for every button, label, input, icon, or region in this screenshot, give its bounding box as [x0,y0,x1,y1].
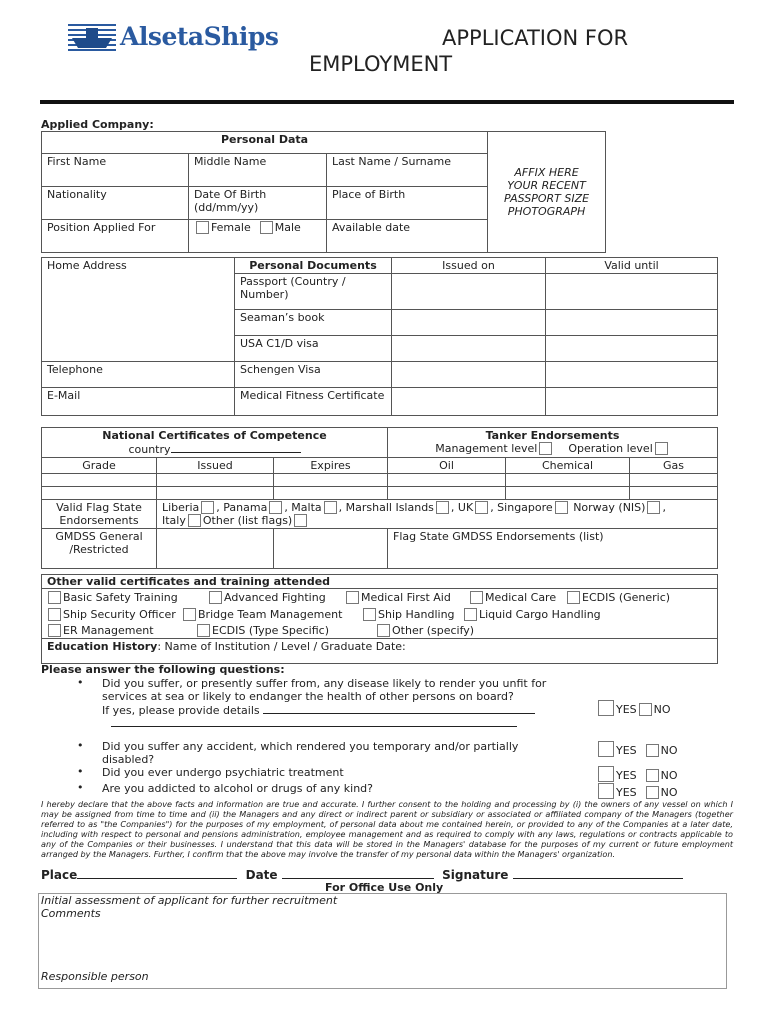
sso-item [46,608,176,621]
passport-valid[interactable] [546,274,718,310]
flag-norway-checkbox[interactable] [647,501,660,514]
issued-cell[interactable] [157,487,274,500]
usa-visa-label: USA C1/D visa [235,336,392,362]
q1-line2: services at sea or likely to endanger the health of other persons on board? [102,690,514,703]
gas-header: Gas [630,458,718,474]
documents-table [41,257,718,416]
applied-company-label: Applied Company: [41,118,154,131]
flag-malta-checkbox[interactable] [324,501,337,514]
gender-field [188,220,326,253]
advanced-fighting-checkbox[interactable] [209,591,222,604]
ecdis-generic-checkbox[interactable] [567,591,580,604]
oil-header: Oil [388,458,506,474]
q2-no-checkbox[interactable] [646,744,659,757]
photo-line4: PHOTOGRAPH [507,205,586,218]
sso-checkbox[interactable] [48,608,61,621]
issued-header: Issued [157,458,274,474]
nationality-field[interactable]: Nationality [42,187,189,220]
flag-marshall-label: , Marshall Islands [338,501,434,514]
male-label: Male [274,221,301,234]
schengen-valid[interactable] [546,362,718,388]
q4-yes-checkbox[interactable] [598,783,614,799]
gas-cell[interactable] [630,487,718,500]
operation-level-checkbox[interactable] [655,442,668,455]
operation-level-label: Operation level [568,442,653,455]
issued-on-header: Issued on [392,258,546,274]
education-text: : Name of Institution / Level / Graduate Date: [157,640,406,653]
q1-yes-label: YES [616,703,637,716]
medical-label: Medical Fitness Certificate [235,388,392,416]
seamans-book-valid[interactable] [546,310,718,336]
photo-line2: YOUR RECENT [507,179,586,192]
ecdis-type-label: ECDIS (Type Specific) [212,624,329,637]
management-level-label: Management level [435,442,538,455]
last-name-field[interactable]: Last Name / Surname [326,154,487,187]
q2-yes-checkbox[interactable] [598,741,614,757]
country-label: country [128,443,171,456]
q1-yes-checkbox[interactable] [598,700,614,716]
flag-state-label: Valid Flag State Endorsements [42,500,157,529]
basic-safety-label: Basic Safety Training [63,591,178,604]
q2-no-label: NO [660,744,678,757]
ecdis-generic-item [565,591,670,604]
other-certs-title: Other valid certificates and training attended [47,575,331,588]
female-checkbox[interactable] [196,221,209,234]
expires-cell[interactable] [274,474,388,487]
flag-state-options [157,500,718,529]
certificates-table [41,427,718,569]
schengen-issued[interactable] [392,362,546,388]
flag-uk-label: , UK [450,501,474,514]
expires-header: Expires [274,458,388,474]
flag-gmdss-label[interactable]: Flag State GMDSS Endorsements (list) [388,529,718,569]
seamans-book-label: Seaman’s book [235,310,392,336]
national-cert-title: National Certificates of Competence [102,429,327,442]
ecdis-generic-label: ECDIS (Generic) [582,591,671,604]
btm-label: Bridge Team Management [198,608,343,621]
grade-header: Grade [42,458,157,474]
seamans-book-issued[interactable] [392,310,546,336]
header-rule [40,100,734,104]
btm-item [181,608,342,621]
q1-no-checkbox[interactable] [639,703,652,716]
logo-text: AlsetaShips [120,22,279,51]
flag-liberia-label: Liberia [162,501,200,514]
date-label: Date [245,868,278,882]
medical-care-item [468,591,556,604]
oil-cell[interactable] [388,487,506,500]
medical-care-label: Medical Care [485,591,557,604]
other-certs-row1 [46,591,178,604]
q3-yes-checkbox[interactable] [598,766,614,782]
grade-cell[interactable] [42,474,157,487]
flag-norway-label: Norway (NIS) [573,501,646,514]
grade-cell[interactable] [42,487,157,500]
chemical-cell[interactable] [506,474,630,487]
passport-label: Passport (Country / Number) [235,274,392,310]
advanced-fighting-label: Advanced Fighting [224,591,326,604]
q2-yes-label: YES [616,744,637,757]
flag-italy-label: Italy [162,514,186,527]
basic-safety-checkbox[interactable] [48,591,61,604]
liquid-cargo-label: Liquid Cargo Handling [479,608,601,621]
q2-line2: disabled? [102,753,155,766]
tanker-header [388,428,718,458]
national-cert-header [42,428,388,458]
q1-line1: Did you suffer, or presently suffer from, any disease likely to render you unfit for [102,677,547,690]
q4-no-checkbox[interactable] [646,786,659,799]
ecdis-type-checkbox[interactable] [197,624,210,637]
female-label: Female [210,221,251,234]
flag-panama-checkbox[interactable] [269,501,282,514]
q4-yes-label: YES [616,786,637,799]
medical-valid[interactable] [546,388,718,416]
home-address-field[interactable]: Home Address [42,258,235,362]
er-management-label: ER Management [63,624,154,637]
liquid-cargo-item [462,608,601,621]
valid-until-header: Valid until [546,258,718,274]
signature-label: Signature [442,868,509,882]
tanker-title: Tanker Endorsements [485,429,620,442]
bullet: • [77,739,84,752]
office-line1: Initial assessment of applicant for further recruitment [41,894,338,907]
gmdss-expires[interactable] [274,529,388,569]
place-of-birth-field[interactable]: Place of Birth [326,187,487,220]
schengen-label: Schengen Visa [235,362,392,388]
first-aid-label: Medical First Aid [361,591,451,604]
bullet: • [77,765,84,778]
er-management-checkbox[interactable] [48,624,61,637]
telephone-field[interactable]: Telephone [42,362,235,388]
photo-line3: PASSPORT SIZE [504,192,590,205]
other-certs-title-rule [41,588,718,589]
ship-logo-icon [66,20,118,54]
education-history[interactable] [47,640,406,653]
q3-yes-no [596,766,678,782]
dob-field[interactable]: Date Of Birth (dd/mm/yy) [188,187,326,220]
other-specify-checkbox[interactable] [377,624,390,637]
flag-other-label: Other (list flags) [202,514,293,527]
logo [66,20,281,56]
flag-uk-checkbox[interactable] [475,501,488,514]
gas-cell[interactable] [630,474,718,487]
q1-line3 [102,703,535,717]
place-label: Place [41,868,78,882]
chemical-header: Chemical [506,458,630,474]
bullet: • [77,676,84,689]
office-responsible: Responsible person [41,970,149,983]
country-line[interactable] [171,442,301,453]
flag-comma: , [662,501,666,514]
advanced-fighting-item [207,591,326,604]
office-use-title: For Office Use Only [325,881,444,894]
first-aid-checkbox[interactable] [346,591,359,604]
q3-no-label: NO [660,769,678,782]
passport-issued[interactable] [392,274,546,310]
signature-line[interactable] [513,868,683,879]
personal-documents-title: Personal Documents [235,258,392,274]
flag-italy-checkbox[interactable] [188,514,201,527]
ship-handling-item [361,608,455,621]
q1-yes-no [596,700,671,716]
position-field[interactable]: Position Applied For [42,220,189,253]
liquid-cargo-checkbox[interactable] [464,608,477,621]
issued-cell[interactable] [157,474,274,487]
bullet: • [77,781,84,794]
personal-data-title: Personal Data [42,132,488,154]
flag-other-checkbox[interactable] [294,514,307,527]
q1-details-line[interactable] [263,703,535,714]
declaration-text: I hereby declare that the above facts and information are true and accurate. I further consent to the holding and processing by (i) the owners of any vessel on which I may be assigned from time to time and (ii) the Managers and any direct or indirect parent or subsidiary or associated or affiliated company of the Managers (together referred to as "the Companies") for the purposes of my employment, of personal data about me contained herein, or provided to any of the Companies at a later date, including with respect to personal and pensions administration, employee management and as required to comply with any laws, regulations or contracts applicable to any of the Companies or their businesses. I understand that this data will be stored in the Managers' database for the purposes of my current or future employment arranged by the Managers. Further, I confirm that the above may involve the transfer of my personal data within the Managers' organization. [41,799,733,859]
management-level-checkbox[interactable] [539,442,552,455]
sso-label: Ship Security Officer [63,608,176,621]
education-rule [41,638,718,639]
ecdis-type-item [195,624,329,637]
usa-visa-issued[interactable] [392,336,546,362]
first-aid-item [344,591,451,604]
btm-checkbox[interactable] [183,608,196,621]
personal-data-table [41,131,606,253]
flag-liberia-checkbox[interactable] [201,501,214,514]
q2-yes-no [596,741,678,757]
education-label: Education History [47,640,158,653]
signature-row [41,868,683,882]
ship-handling-label: Ship Handling [378,608,455,621]
flag-singapore-label: , Singapore [490,501,553,514]
ship-handling-checkbox[interactable] [363,608,376,621]
medical-care-checkbox[interactable] [470,591,483,604]
chemical-cell[interactable] [506,487,630,500]
q2-line1: Did you suffer any accident, which rendered you temporary and/or partially [102,740,519,753]
q1-details-line2[interactable] [111,725,517,727]
gmdss-label: GMDSS General /Restricted [42,529,157,569]
q3-yes-label: YES [616,769,637,782]
q4: Are you addicted to alcohol or drugs of any kind? [102,782,373,795]
flag-singapore-checkbox[interactable] [555,501,568,514]
middle-name-field[interactable]: Middle Name [188,154,326,187]
expires-cell[interactable] [274,487,388,500]
q3: Did you ever undergo psychiatric treatment [102,766,344,779]
available-date-field[interactable]: Available date [326,220,487,253]
flag-panama-label: , Panama [216,501,268,514]
date-line[interactable] [282,868,434,879]
place-line[interactable] [77,868,237,879]
q1-no-label: NO [653,703,671,716]
q3-no-checkbox[interactable] [646,769,659,782]
page-title-line2: EMPLOYMENT [309,52,453,76]
photo-line1: AFFIX HERE [514,166,579,179]
gmdss-issued[interactable] [157,529,274,569]
first-name-field[interactable]: First Name [42,154,189,187]
usa-visa-valid[interactable] [546,336,718,362]
male-checkbox[interactable] [260,221,273,234]
medical-issued[interactable] [392,388,546,416]
q1-details-label: If yes, please provide details [102,704,260,717]
q4-no-label: NO [660,786,678,799]
flag-malta-label: , Malta [284,501,322,514]
q4-yes-no [596,783,678,799]
office-line2: Comments [41,907,101,920]
questions-title: Please answer the following questions: [41,663,285,676]
other-specify-label: Other (specify) [392,624,475,637]
photo-box[interactable] [488,132,606,253]
other-specify-item [375,624,474,637]
er-management-item [46,624,154,637]
email-field[interactable]: E-Mail [42,388,235,416]
page-title-line1: APPLICATION FOR [442,26,629,50]
flag-marshall-checkbox[interactable] [436,501,449,514]
oil-cell[interactable] [388,474,506,487]
